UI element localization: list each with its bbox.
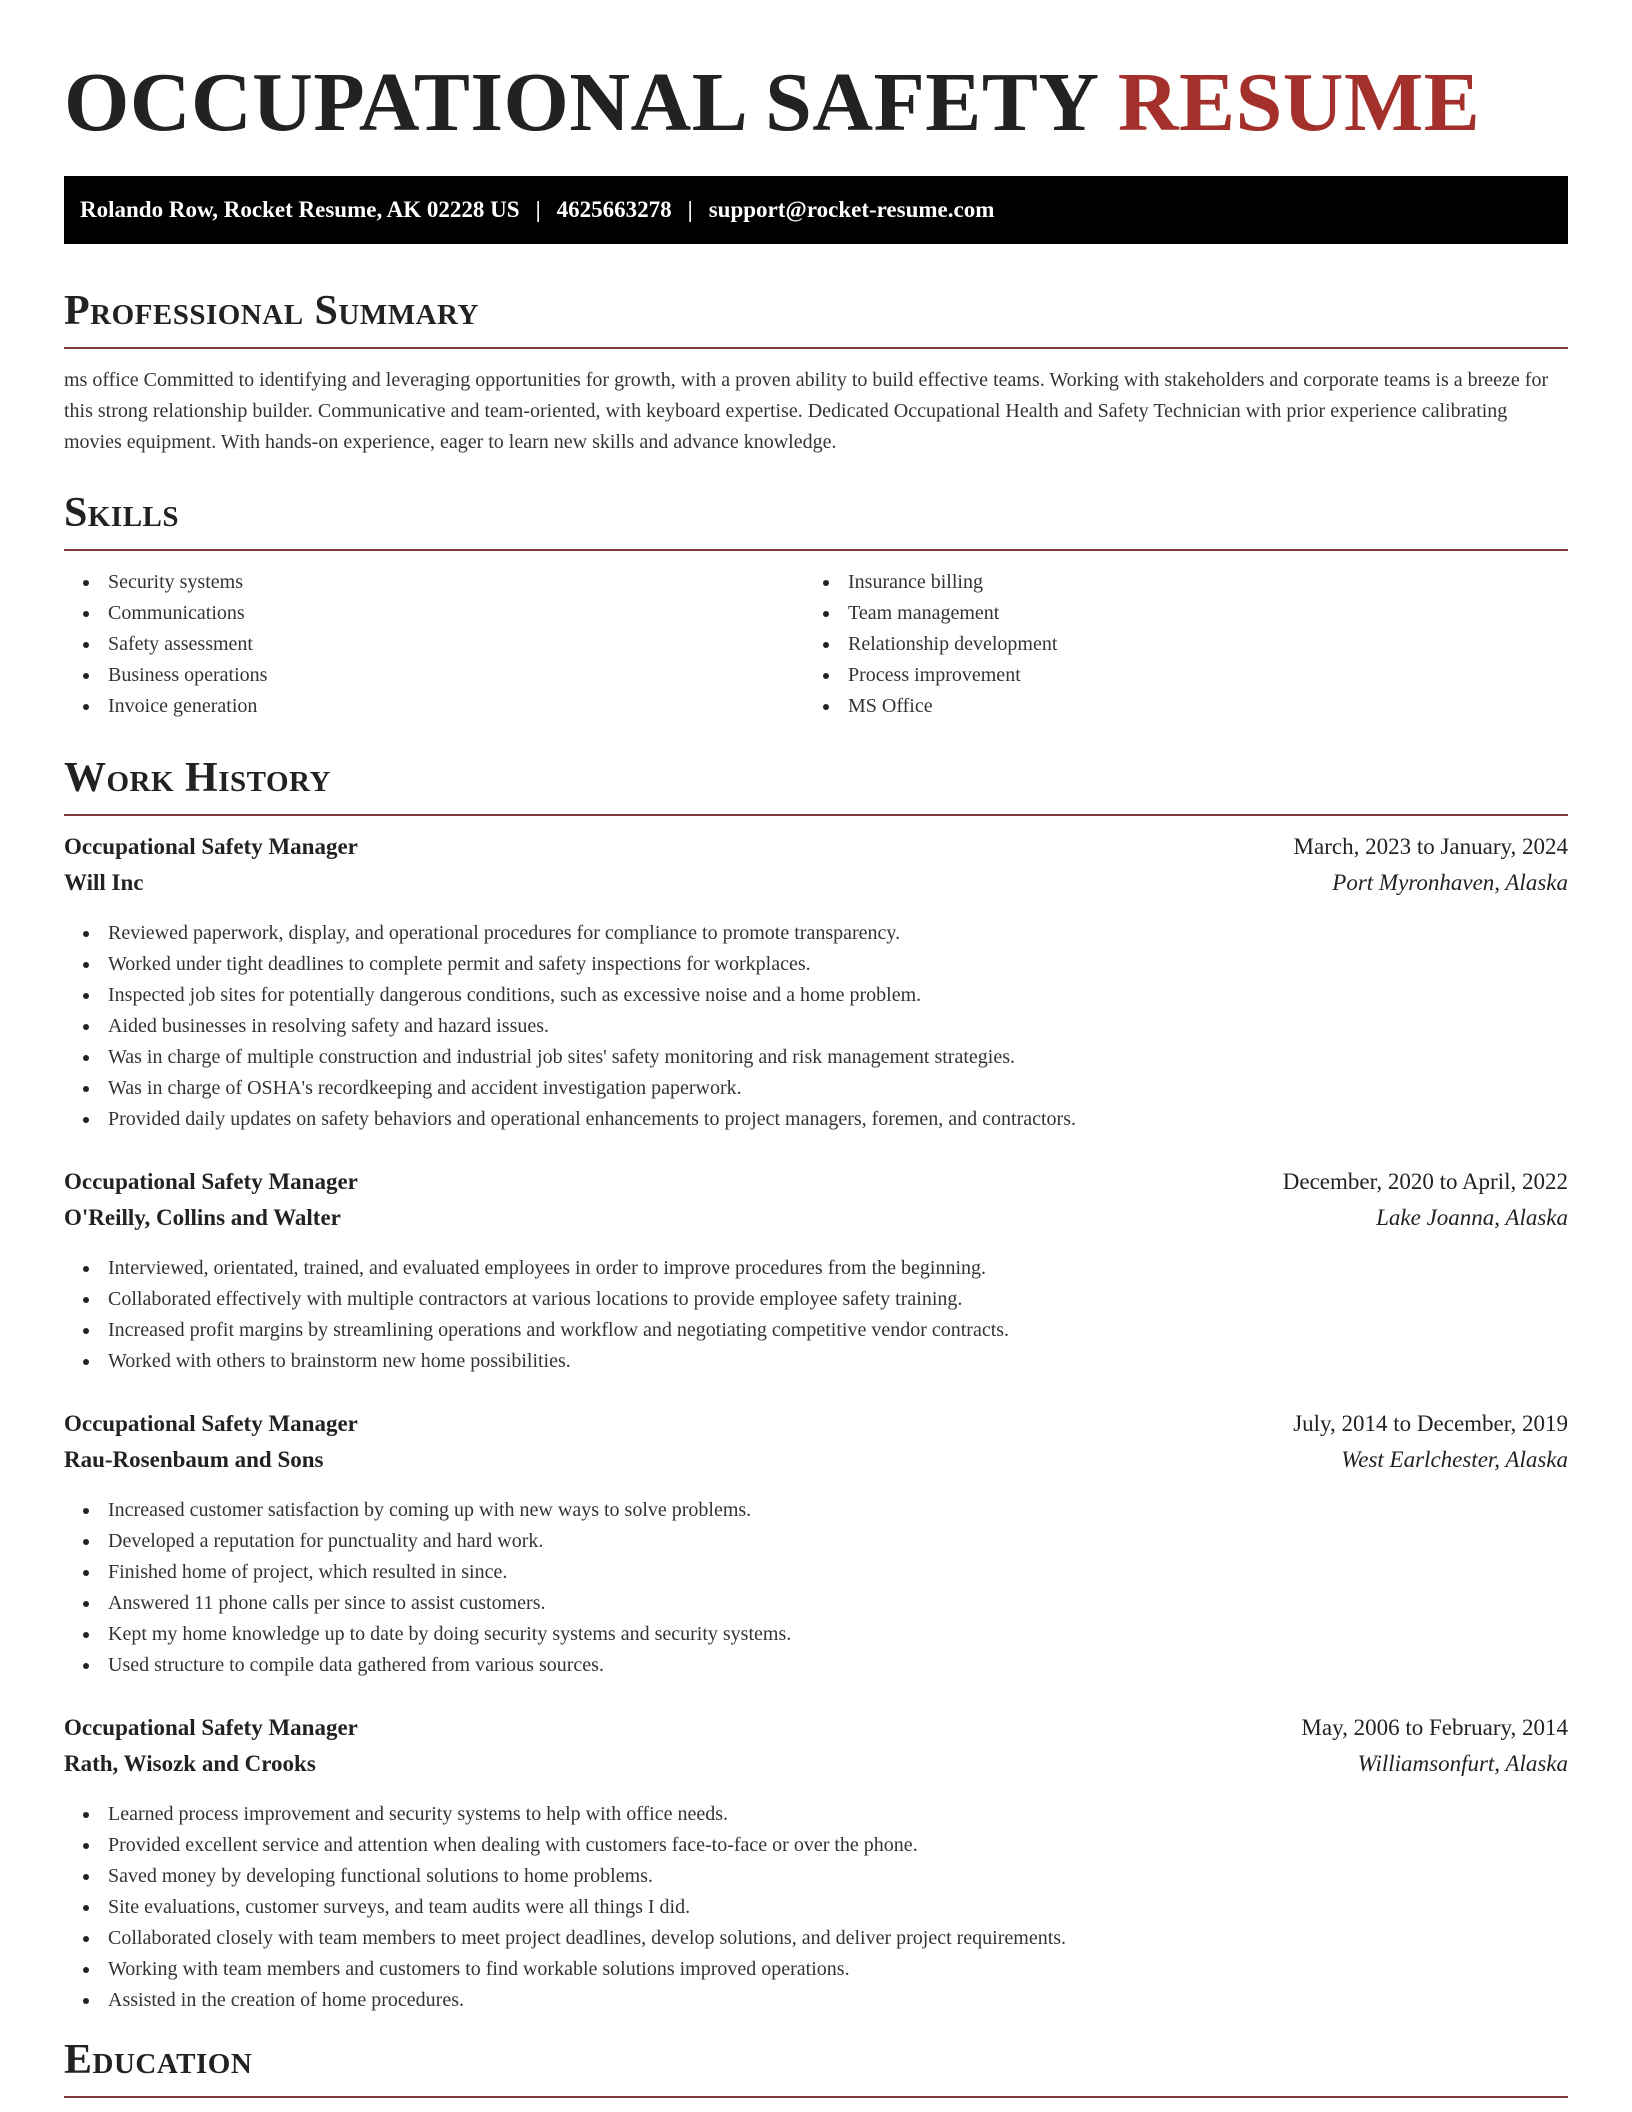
skills-list-left xyxy=(64,567,804,722)
resume-title xyxy=(64,58,1568,148)
work-history-heading: Work History xyxy=(64,756,1568,816)
job-company: Rath, Wisozk and Crooks xyxy=(64,1751,316,1776)
job-bullet: Was in charge of OSHA's recordkeeping and accident investigation paperwork. xyxy=(64,1073,1568,1104)
job-company-row xyxy=(64,1447,1568,1483)
job-bullet: Worked under tight deadlines to complete permit and safety inspections for workplaces. xyxy=(64,949,1568,980)
skills-list-right xyxy=(804,567,1544,722)
skill-item: Safety assessment xyxy=(64,629,804,660)
job-bullet: Was in charge of multiple construction and industrial job sites' safety monitoring and risk management strategies. xyxy=(64,1042,1568,1073)
job-dates: July, 2014 to December, 2019 xyxy=(1293,1411,1568,1436)
job-bullet: Interviewed, orientated, trained, and evaluated employees in order to improve procedures from the beginning. xyxy=(64,1253,1568,1284)
job-company: Rau-Rosenbaum and Sons xyxy=(64,1447,324,1472)
job-bullet: Learned process improvement and security systems to help with office needs. xyxy=(64,1799,1568,1830)
title-main: OCCUPATIONAL SAFETY xyxy=(64,56,1097,149)
job-company-row xyxy=(64,870,1568,906)
job-bullet-list xyxy=(64,1253,1568,1377)
job-title: Occupational Safety Manager xyxy=(64,834,358,859)
job-bullet: Answered 11 phone calls per since to assist customers. xyxy=(64,1588,1568,1619)
job-dates: December, 2020 to April, 2022 xyxy=(1282,1169,1568,1194)
job-header-row xyxy=(64,1715,1568,1751)
contact-separator: | xyxy=(535,197,541,222)
contact-separator: | xyxy=(687,197,693,222)
contact-bar xyxy=(64,176,1568,244)
job-bullet: Increased customer satisfaction by coming up with new ways to solve problems. xyxy=(64,1495,1568,1526)
job-bullet: Finished home of project, which resulted in since. xyxy=(64,1557,1568,1588)
resume-page xyxy=(64,0,1568,2098)
job-dates: March, 2023 to January, 2024 xyxy=(1293,834,1568,859)
job-title: Occupational Safety Manager xyxy=(64,1169,358,1194)
job-entry xyxy=(64,1169,1568,1377)
job-bullet: Inspected job sites for potentially dangerous conditions, such as excessive noise and a home problem. xyxy=(64,980,1568,1011)
job-bullet: Provided daily updates on safety behaviors and operational enhancements to project managers, foremen, and contractors. xyxy=(64,1104,1568,1135)
job-bullet: Worked with others to brainstorm new home possibilities. xyxy=(64,1346,1568,1377)
skill-item: Business operations xyxy=(64,660,804,691)
job-location: Lake Joanna, Alaska xyxy=(1376,1205,1568,1230)
skill-item: Insurance billing xyxy=(804,567,1544,598)
skill-item: Security systems xyxy=(64,567,804,598)
job-company-row xyxy=(64,1751,1568,1787)
job-header-row xyxy=(64,1169,1568,1205)
job-bullet: Working with team members and customers to find workable solutions improved operations. xyxy=(64,1954,1568,1985)
contact-phone: 4625663278 xyxy=(556,197,672,222)
job-company: O'Reilly, Collins and Walter xyxy=(64,1205,341,1230)
job-bullet-list xyxy=(64,918,1568,1135)
job-company-row xyxy=(64,1205,1568,1241)
contact-address: Rolando Row, Rocket Resume, AK 02228 US xyxy=(80,197,520,222)
job-bullet: Collaborated effectively with multiple contractors at various locations to provide employee safety training. xyxy=(64,1284,1568,1315)
job-bullet-list xyxy=(64,1799,1568,2016)
education-heading: Education xyxy=(64,2038,1568,2098)
summary-text: ms office Committed to identifying and leveraging opportunities for growth, with a proven ability to build effective teams. Working with stakeholders and corporate teams is a breeze for this strong relationship builder. Communicative and team-oriented, with keyboard expertise. Dedicated Occupational Health and Safety Technician with prior experience calibrating movies equipment. With hands-on experience, eager to learn new skills and advance knowledge. xyxy=(64,369,1549,453)
skill-item: Communications xyxy=(64,598,804,629)
job-bullet: Used structure to compile data gathered from various sources. xyxy=(64,1650,1568,1681)
skill-item: Process improvement xyxy=(804,660,1544,691)
job-entry xyxy=(64,1715,1568,2016)
job-bullet-list xyxy=(64,1495,1568,1681)
work-history-list xyxy=(64,834,1568,2016)
job-bullet: Saved money by developing functional solutions to home problems. xyxy=(64,1861,1568,1892)
job-bullet: Site evaluations, customer surveys, and team audits were all things I did. xyxy=(64,1892,1568,1923)
skills-heading: Skills xyxy=(64,491,1568,551)
job-dates: May, 2006 to February, 2014 xyxy=(1301,1715,1568,1740)
job-bullet: Kept my home knowledge up to date by doing security systems and security systems. xyxy=(64,1619,1568,1650)
job-bullet: Provided excellent service and attention when dealing with customers face-to-face or over the phone. xyxy=(64,1830,1568,1861)
job-title: Occupational Safety Manager xyxy=(64,1411,358,1436)
skill-item: Invoice generation xyxy=(64,691,804,722)
skills-grid xyxy=(64,567,1568,722)
skill-item: Team management xyxy=(804,598,1544,629)
job-bullet: Aided businesses in resolving safety and hazard issues. xyxy=(64,1011,1568,1042)
job-entry xyxy=(64,834,1568,1135)
job-location: West Earlchester, Alaska xyxy=(1341,1447,1568,1472)
skill-item: Relationship development xyxy=(804,629,1544,660)
job-bullet: Assisted in the creation of home procedures. xyxy=(64,1985,1568,2016)
contact-email: support@rocket-resume.com xyxy=(708,197,995,222)
job-header-row xyxy=(64,1411,1568,1447)
job-title: Occupational Safety Manager xyxy=(64,1715,358,1740)
job-location: Port Myronhaven, Alaska xyxy=(1332,870,1568,895)
job-bullet: Developed a reputation for punctuality and hard work. xyxy=(64,1526,1568,1557)
job-entry xyxy=(64,1411,1568,1681)
skill-item: MS Office xyxy=(804,691,1544,722)
job-bullet: Collaborated closely with team members to meet project deadlines, develop solutions, and deliver project requirements. xyxy=(64,1923,1568,1954)
job-company: Will Inc xyxy=(64,870,144,895)
job-header-row xyxy=(64,834,1568,870)
job-location: Williamsonfurt, Alaska xyxy=(1357,1751,1568,1776)
job-bullet: Reviewed paperwork, display, and operational procedures for compliance to promote transparency. xyxy=(64,918,1568,949)
job-bullet: Increased profit margins by streamlining operations and workflow and negotiating competitive vendor contracts. xyxy=(64,1315,1568,1346)
summary-heading: Professional Summary xyxy=(64,289,1568,349)
title-accent: RESUME xyxy=(1117,56,1481,149)
